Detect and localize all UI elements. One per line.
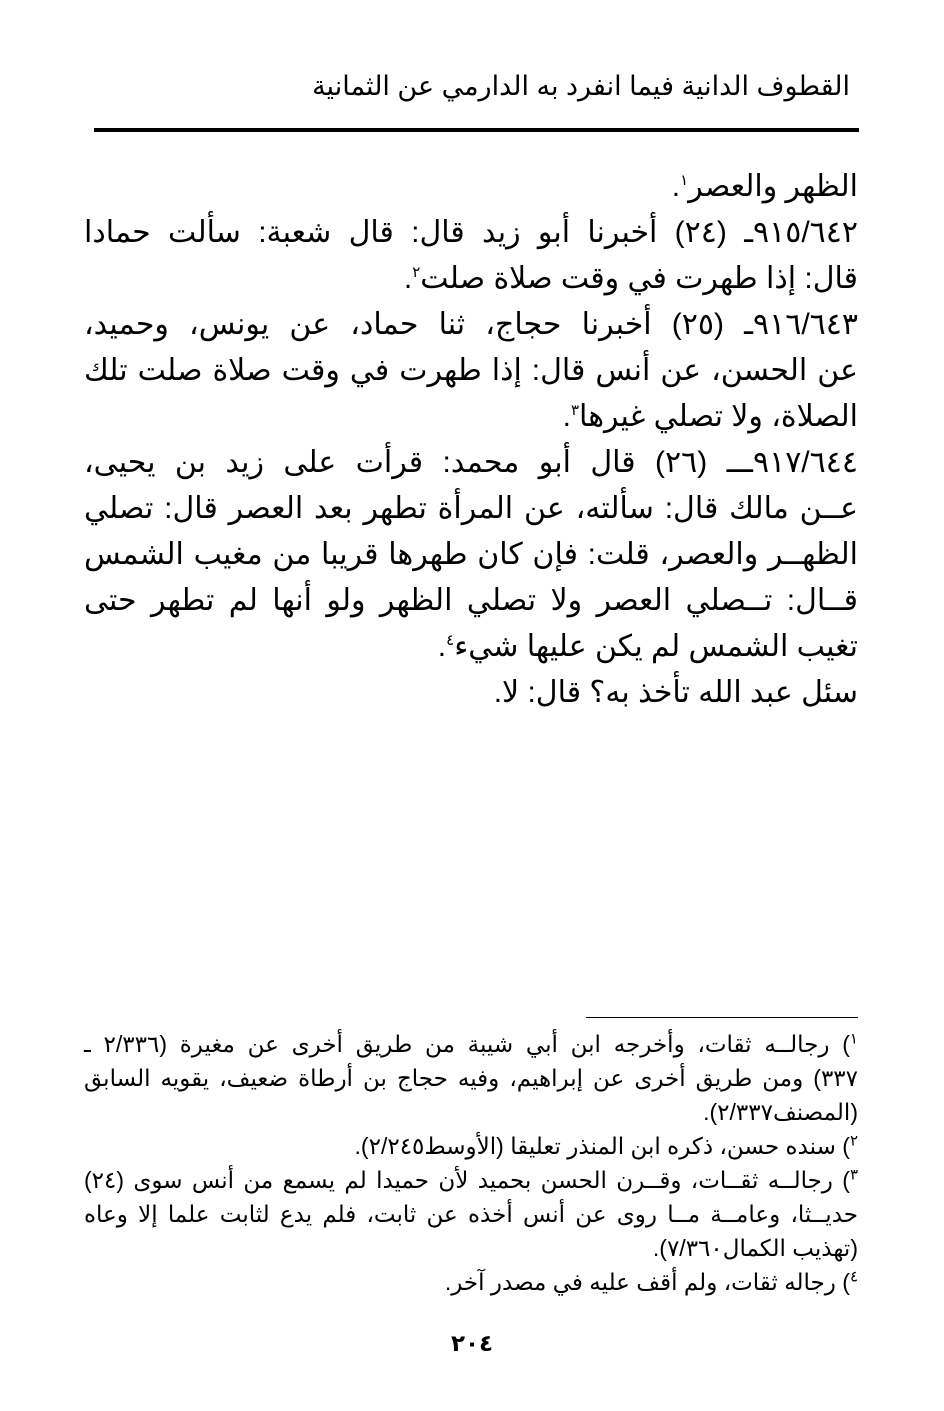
body-line	[84, 578, 858, 624]
body-line	[84, 210, 858, 256]
body-line	[84, 532, 858, 578]
running-header: القطوف الدانية فيما انفرد به الدارمي عن الثمانية	[312, 71, 850, 101]
body-line-text: الظهر والعصر	[688, 170, 858, 203]
footnote-line	[84, 1163, 858, 1197]
body-line	[84, 440, 858, 486]
line-punctuation: .	[437, 630, 447, 663]
footnote-marker[interactable]: ٢	[412, 264, 421, 281]
footnote-line	[84, 1061, 858, 1095]
footnote-text: (المصنف٢/٣٣٧).	[703, 1099, 858, 1125]
footnote-text: ) رجالــه ثقات، وأخرجه ابن أبي شيبة من طريق أخرى عن مغيرة (٢/٣٣٦ ـ	[84, 1031, 850, 1057]
body-line-text: ٩١٧/٦٤٤ـــ (٢٦) قال أبو محمد: قرأت على زيد بن يحيى،	[84, 446, 858, 479]
footnote-line	[84, 1265, 858, 1299]
body-line-text: عن الحسن، عن أنس قال: إذا طهرت في وقت صلاة صلت تلك	[84, 354, 858, 387]
footnote-separator	[586, 1017, 858, 1018]
footnotes	[84, 1027, 858, 1299]
footnote-number: ٢	[849, 1132, 858, 1150]
body-line	[84, 302, 858, 348]
footnote-number: ١	[849, 1030, 858, 1048]
body-line-text: ٩١٦/٦٤٣ـ (٢٥) أخبرنا حجاج، ثنا حماد، عن يونس، وحميد،	[84, 308, 858, 341]
footnote-marker[interactable]: ٤	[446, 632, 455, 649]
line-punctuation: .	[671, 170, 681, 203]
footnote-text: ٣٣٧) ومن طريق أخرى عن إبراهيم، وفيه حجاج بن أرطاة ضعيف، يقويه السابق	[84, 1065, 858, 1091]
header-rule	[94, 128, 859, 132]
footnote-text: ) رجالــه ثقــات، وقــرن الحسن بحميد لأن حميدا لم يسمع من أنس سوى (٢٤)	[84, 1167, 850, 1193]
main-text	[84, 164, 858, 716]
body-line	[84, 394, 858, 440]
footnote-text: حديــثا، وعامــة مــا روى عن أنس أخذه عن ثابت، فلم يدع لثابت علما إلا وعاه	[84, 1201, 858, 1227]
body-line	[84, 164, 858, 210]
footnote-line	[84, 1027, 858, 1061]
body-line	[84, 348, 858, 394]
line-punctuation: .	[403, 262, 413, 295]
body-line-text: قال: إذا طهرت في وقت صلاة صلت	[420, 262, 858, 295]
footnote-marker[interactable]: ١	[680, 172, 689, 189]
body-line-text: الصلاة، ولا تصلي غيرها	[579, 400, 858, 433]
footnote-number: ٤	[849, 1268, 858, 1286]
footnote-text: ) سنده حسن، ذكره ابن المنذر تعليقا (الأوسط٢/٢٤٥).	[354, 1133, 850, 1159]
footnote-text: ) رجاله ثقات، ولم أقف عليه في مصدر آخر.	[444, 1269, 850, 1295]
footnote-number: ٣	[849, 1166, 858, 1184]
footnote-text: (تهذيب الكمال٧/٣٦٠).	[652, 1235, 858, 1261]
body-line	[84, 624, 858, 670]
line-punctuation: .	[562, 400, 571, 433]
body-line	[84, 486, 858, 532]
body-line-text: الظهــر والعصر، قلت: فإن كان طهرها قريبا من مغيب الشمس	[84, 538, 858, 571]
body-line-text: تغيب الشمس لم يكن عليها شيء	[454, 630, 858, 663]
page-number: ٢٠٤	[450, 1330, 494, 1356]
body-line-text: عــن مالك قال: سألته، عن المرأة تطهر بعد العصر قال: تصلي	[84, 492, 858, 525]
footnote-line	[84, 1197, 858, 1231]
body-line-text: ٩١٥/٦٤٢ـ (٢٤) أخبرنا أبو زيد قال: قال شعبة: سألت حمادا	[84, 216, 858, 249]
body-line-text: سئل عبد الله تأخذ به؟ قال: لا.	[493, 676, 858, 709]
body-line	[84, 670, 858, 716]
body-line-text: قــال: تــصلي العصر ولا تصلي الظهر ولو أنها لم تطهر حتى	[84, 584, 858, 617]
footnote-line	[84, 1095, 858, 1129]
footnote-line	[84, 1231, 858, 1265]
footnote-line	[84, 1129, 858, 1163]
footnote-marker[interactable]: ٣	[570, 402, 580, 419]
body-line	[84, 256, 858, 302]
